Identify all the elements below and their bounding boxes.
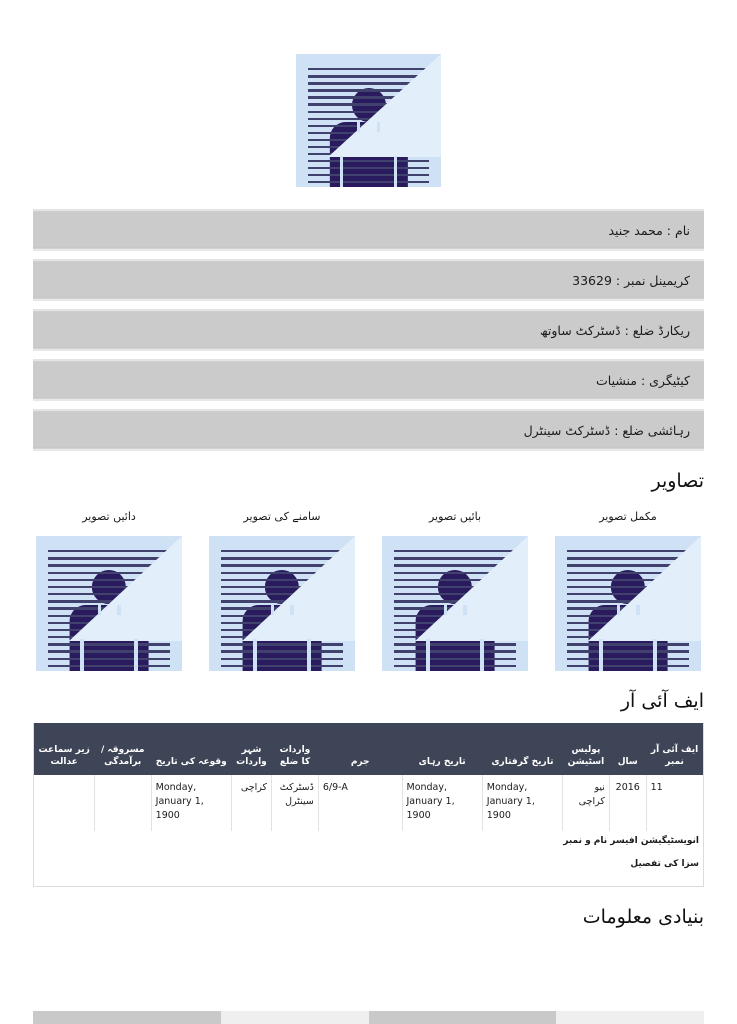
figure-arm-gap-left	[253, 639, 257, 671]
subject-info-list	[33, 209, 704, 451]
col-court: زیر سماعت عدالت	[34, 723, 94, 775]
info-row-name	[33, 209, 704, 251]
col-crime: جرم	[318, 723, 402, 775]
col-occurrence-date: وقوعہ کی تاریخ	[151, 723, 231, 775]
bottom-segment	[221, 1011, 369, 1024]
mugshot-placeholder-icon	[296, 54, 441, 187]
figure-collar-left	[271, 605, 274, 615]
info-row-category	[33, 359, 704, 401]
mugshot-placeholder-icon	[209, 536, 355, 671]
table-row	[34, 775, 703, 831]
figure-arm-gap-left	[426, 639, 430, 671]
photos-section-heading: تصاویر	[651, 470, 704, 492]
mugshot-placeholder-icon	[555, 536, 701, 671]
figure-collar-right	[463, 605, 466, 615]
photo-label: مکمل تصویر	[599, 509, 657, 523]
photos-row	[33, 510, 704, 671]
figure-collar-right	[117, 605, 120, 615]
photo-cell-left	[379, 510, 531, 671]
figure-collar-left	[444, 605, 447, 615]
corner-accent	[588, 536, 701, 641]
info-row-text: کریمینل نمبر : 33629	[572, 272, 690, 288]
photo-cell-front	[206, 510, 358, 671]
bottom-segment	[369, 1011, 557, 1024]
fir-section-heading: ایف آئی آر	[620, 689, 704, 712]
basic-info-section-heading: بنیادی معلومات	[582, 906, 704, 929]
photo-label: دائیں تصویر	[82, 509, 136, 523]
figure-arm-gap-right	[653, 639, 657, 671]
figure-arm-gap-left	[340, 156, 343, 187]
figure-collar-right	[636, 605, 639, 615]
bottom-partial-table-row	[33, 1004, 704, 1024]
info-row-record-district	[33, 309, 704, 351]
corner-accent	[415, 536, 528, 641]
hero-photo-container	[33, 0, 704, 187]
fir-table-container	[33, 723, 704, 887]
cell-crime: 6/9-A	[318, 775, 402, 831]
figure-collar-left	[617, 605, 620, 615]
info-row-criminal-number	[33, 259, 704, 301]
figure-collar-right	[290, 605, 293, 615]
cell-court	[34, 775, 94, 831]
col-year: سال	[609, 723, 646, 775]
cell-occurrence-date: Monday, January 1, 1900	[151, 775, 231, 831]
corner-accent	[242, 536, 355, 641]
col-incident-city: شہر واردات	[231, 723, 271, 775]
info-row-residence-district	[33, 409, 704, 451]
fir-table-body	[34, 775, 703, 831]
col-police-station: پولیس اسٹیشن	[563, 723, 610, 775]
cell-fir-number: 11	[646, 775, 703, 831]
figure-arm-gap-right	[307, 639, 311, 671]
fir-sub-labels	[34, 831, 703, 886]
info-row-text: رہائشی ضلع : ڈسٹرکٹ سینٹرل	[523, 422, 690, 438]
cell-arrest-date: Monday, January 1, 1900	[482, 775, 562, 831]
col-stolen-recovered: مسروقہ / برآمدگی	[94, 723, 151, 775]
photo-label: سامنے کی تصویر	[243, 509, 321, 523]
label-investigation-officer: انویسٹیگیشن افیسر نام و نمبر	[563, 836, 699, 847]
cell-police-station: نیو کراچی	[563, 775, 610, 831]
col-incident-district: واردات کا ضلع	[272, 723, 319, 775]
info-row-text: کیٹیگری : منشیات	[596, 372, 690, 388]
info-row-text: ریکارڈ ضلع : ڈسٹرکٹ ساوتھ	[540, 322, 690, 338]
fir-header-row	[34, 723, 703, 775]
figure-collar-left	[357, 122, 360, 132]
mugshot-placeholder-icon	[36, 536, 182, 671]
col-arrest-date: تاریخ گرفتاری	[482, 723, 562, 775]
figure-arm-gap-right	[394, 156, 397, 187]
cell-stolen-recovered	[94, 775, 151, 831]
mugshot-placeholder-icon	[382, 536, 528, 671]
fir-table	[34, 723, 703, 831]
figure-arm-gap-left	[80, 639, 84, 671]
label-sentence-details: سزا کی تفصیل	[630, 859, 699, 870]
cell-year: 2016	[609, 775, 646, 831]
col-fir-number: ایف آئی آر نمبر	[646, 723, 703, 775]
corner-accent	[69, 536, 182, 641]
photo-cell-right	[33, 510, 185, 671]
fir-table-header	[34, 723, 703, 775]
cell-release-date: Monday, January 1, 1900	[402, 775, 482, 831]
photo-label: بائیں تصویر	[428, 509, 482, 523]
cell-incident-district: ڈسٹرکٹ سینٹرل	[272, 775, 319, 831]
figure-arm-gap-right	[480, 639, 484, 671]
bottom-segment	[556, 1011, 704, 1024]
figure-collar-left	[98, 605, 101, 615]
figure-collar-right	[377, 122, 380, 132]
cell-incident-city: کراچی	[231, 775, 271, 831]
info-row-text: نام : محمد جنید	[608, 222, 690, 238]
photo-cell-full	[552, 510, 704, 671]
corner-accent	[328, 54, 441, 157]
col-release-date: تاریخ رہای	[402, 723, 482, 775]
figure-arm-gap-left	[599, 639, 603, 671]
bottom-segment	[33, 1011, 221, 1024]
figure-arm-gap-right	[134, 639, 138, 671]
